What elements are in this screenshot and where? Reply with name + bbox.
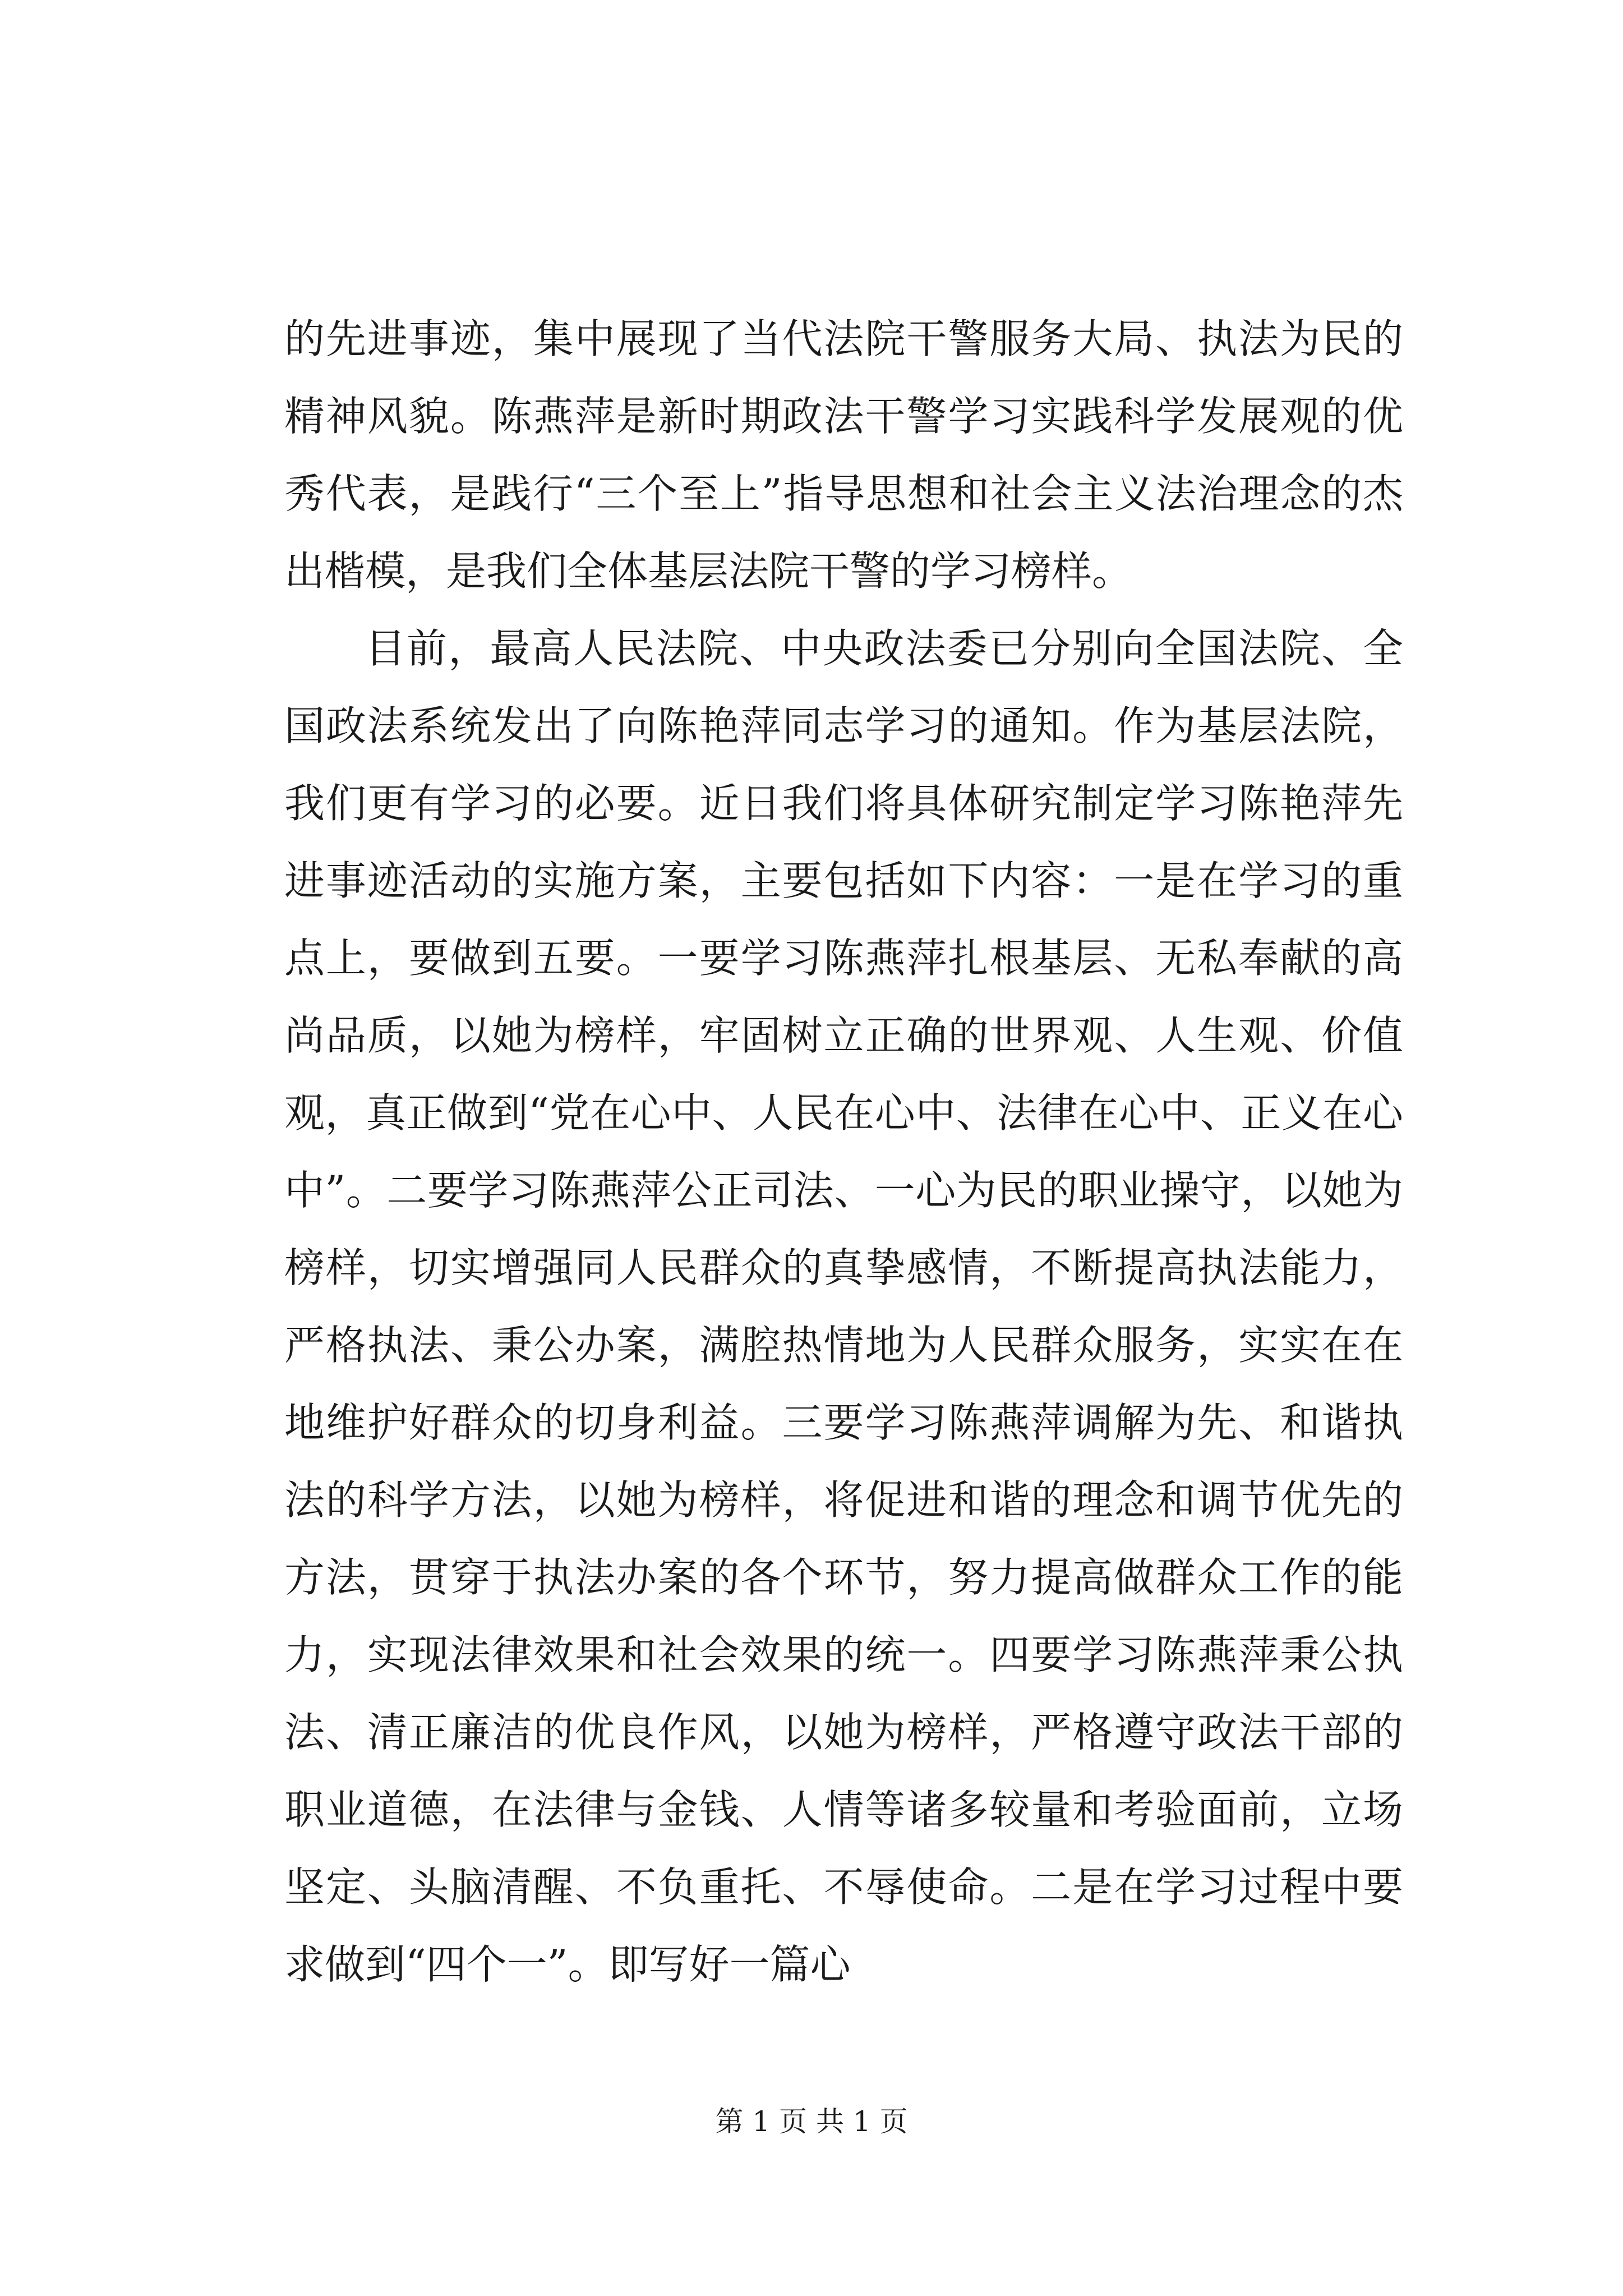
paragraph-1: 的先进事迹，集中展现了当代法院干警服务大局、执法为民的精神风貌。陈燕萍是新时期政法干警学习实践科学发展观的优秀代表，是践行“三个至上”指导思想和社会主义法治理念的杰出楷模，是我们全体基层法院干警的学习榜样。 bbox=[284, 315, 1403, 595]
page-number-footer: 第 1 页 共 1 页 bbox=[715, 2105, 908, 2138]
paragraph-2: 目前，最高人民法院、中央政法委已分别向全国法院、全国政法系统发出了向陈艳萍同志学习的通知。作为基层法院，我们更有学习的必要。近日我们将具体研究制定学习陈艳萍先进事迹活动的实施方案，主要包括如下内容：一是在学习的重点上，要做到五要。一要学习陈燕萍扎根基层、无私奉献的高尚品质，以她为榜样，牢固树立正确的世界观、人生观、价值观，真正做到“党在心中、人民在心中、法律在心中、正义在心中”。二要学习陈燕萍公正司法、一心为民的职业操守，以她为榜样，切实增强同人民群众的真挚感情，不断提高执法能力，严格执法、秉公办案，满腔热情地为人民群众服务，实实在在地维护好群众的切身利益。三要学习陈燕萍调解为先、和谐执法的科学方法，以她为榜样，将促进和谐的理念和调节优先的方法，贯穿于执法办案的各个环节，努力提高做群众工作的能力，实现法律效果和社会效果的统一。四要学习陈燕萍秉公执法、清正廉洁的优良作风，以她为榜样，严格遵守政法干部的职业道德，在法律与金钱、人情等诸多较量和考验面前，立场坚定、头脑清醒、不负重托、不辱使命。二是在学习过程中要求做到“四个一”。即写好一篇心 bbox=[284, 625, 1403, 1988]
document-body bbox=[284, 300, 1403, 2003]
